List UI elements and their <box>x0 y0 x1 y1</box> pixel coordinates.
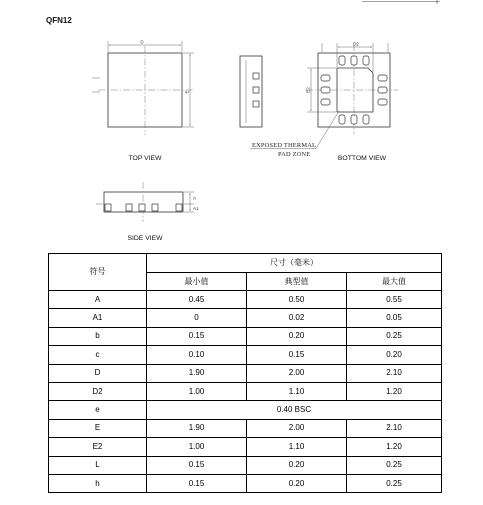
exposed-pad-note-line1: EXPOSED THERMAL <box>252 142 317 149</box>
symbol-cell: h <box>49 474 147 492</box>
dimension-label-d: D <box>140 39 144 45</box>
bottom-view <box>250 42 398 163</box>
min-cell: 1.00 <box>147 382 247 400</box>
min-header: 最小值 <box>147 273 247 291</box>
bottom-view-label: BOTTOM VIEW <box>337 155 387 162</box>
terminal-pad-top <box>339 56 345 65</box>
max-cell: 1.20 <box>347 382 442 400</box>
max-cell: 2.10 <box>347 419 442 437</box>
typ-header: 典型值 <box>247 273 347 291</box>
lead-pad <box>139 204 145 211</box>
lead-pad <box>253 101 259 107</box>
lead-pad <box>176 204 182 211</box>
table-row <box>49 456 442 474</box>
table-row <box>49 346 442 364</box>
lead-pad <box>253 73 259 79</box>
symbol-cell: D2 <box>49 382 147 400</box>
table-row <box>49 327 442 345</box>
min-cell: 0.15 <box>147 456 247 474</box>
symbol-header: 符号 <box>49 254 147 291</box>
terminal-pad-left <box>321 99 330 105</box>
symbol-cell: c <box>49 346 147 364</box>
table-row <box>49 419 442 437</box>
symbol-cell: A1 <box>49 309 147 327</box>
side-view-label: SIDE VIEW <box>127 235 163 242</box>
typ-cell: 0.50 <box>247 291 347 309</box>
symbol-cell: A <box>49 291 147 309</box>
table-row <box>49 309 442 327</box>
min-cell: 0.45 <box>147 291 247 309</box>
typ-cell: 1.10 <box>247 438 347 456</box>
terminal-pad-right <box>378 99 387 105</box>
typ-cell: 2.00 <box>247 419 347 437</box>
max-header: 最大值 <box>347 273 442 291</box>
terminal-pad-right <box>378 75 387 81</box>
max-cell: 2.10 <box>347 364 442 382</box>
min-cell: 0 <box>147 309 247 327</box>
typ-cell: 1.10 <box>247 382 347 400</box>
lead-pad <box>152 204 158 211</box>
dimension-label-a: A <box>193 195 197 201</box>
dimension-label-e: E <box>184 90 190 94</box>
symbol-cell: E2 <box>49 438 147 456</box>
side-view <box>96 182 199 242</box>
exposed-thermal-pad <box>337 68 373 112</box>
package-drawing <box>0 0 483 245</box>
min-cell: 0.15 <box>147 327 247 345</box>
lead-pad <box>105 204 111 211</box>
max-cell: 0.25 <box>347 474 442 492</box>
table-row <box>49 401 442 419</box>
table-row <box>49 364 442 382</box>
max-cell: 0.25 <box>347 327 442 345</box>
lead-pad <box>253 87 259 93</box>
typ-cell: 2.00 <box>247 364 347 382</box>
max-cell: 0.05 <box>347 309 442 327</box>
package-title: QFN12 <box>46 16 72 25</box>
typ-cell: 0.20 <box>247 327 347 345</box>
table-row <box>49 382 442 400</box>
terminal-pad-top <box>363 56 369 65</box>
symbol-cell: D <box>49 364 147 382</box>
symbol-cell: b <box>49 327 147 345</box>
symbol-cell: E <box>49 419 147 437</box>
dimension-label-e2: E2 <box>305 87 311 93</box>
table-row <box>49 438 442 456</box>
max-cell: 0.25 <box>347 456 442 474</box>
min-cell: 1.90 <box>147 419 247 437</box>
table-row <box>49 291 442 309</box>
exposed-pad-note-line2: PAD ZONE <box>278 151 311 158</box>
typ-cell: 0.20 <box>247 456 347 474</box>
max-cell: 0.20 <box>347 346 442 364</box>
top-view <box>92 40 194 163</box>
terminal-pad-bottom <box>351 115 357 124</box>
symbol-cell: e <box>49 401 147 419</box>
typ-cell: 0.02 <box>247 309 347 327</box>
min-cell: 0.10 <box>147 346 247 364</box>
exposed-pad-leader <box>316 111 339 149</box>
bsc-cell: 0.40 BSC <box>147 401 442 419</box>
lead-pad <box>126 204 132 211</box>
terminal-pad-right <box>378 87 387 93</box>
min-cell: 1.00 <box>147 438 247 456</box>
symbol-cell: L <box>49 456 147 474</box>
min-cell: 0.15 <box>147 474 247 492</box>
terminal-pad-top <box>351 56 357 65</box>
dimension-header: 尺寸（毫米） <box>147 254 442 273</box>
top-view-label: TOP VIEW <box>128 155 162 162</box>
max-cell: 1.20 <box>347 438 442 456</box>
terminal-pad-left <box>321 75 330 81</box>
table-header-row <box>49 254 442 273</box>
dimension-label-d2: D2 <box>353 41 359 47</box>
dimension-table <box>48 253 442 493</box>
terminal-pad-left <box>321 87 330 93</box>
terminal-pad-bottom <box>363 115 369 124</box>
end-view <box>240 56 262 127</box>
terminal-pad-bottom <box>339 115 345 124</box>
max-cell: 0.55 <box>347 291 442 309</box>
min-cell: 1.90 <box>147 364 247 382</box>
typ-cell: 0.20 <box>247 474 347 492</box>
typ-cell: 0.15 <box>247 346 347 364</box>
dimension-label-a1: A1 <box>193 206 199 211</box>
table-row <box>49 474 442 492</box>
